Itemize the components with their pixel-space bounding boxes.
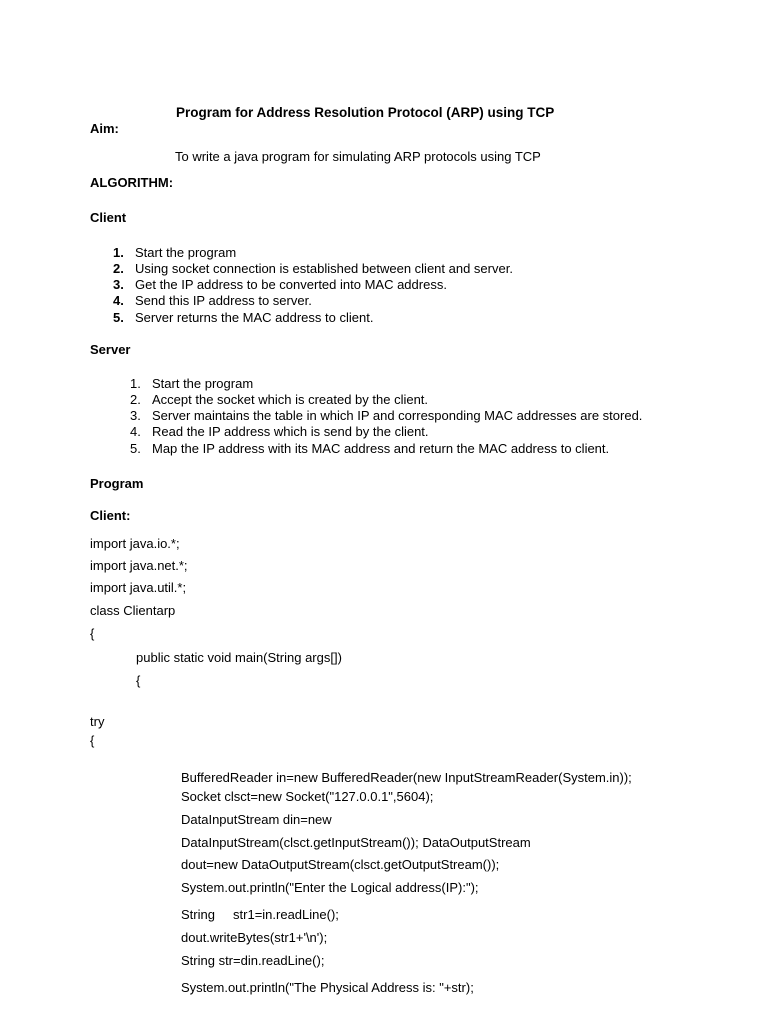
server-step: [130, 376, 253, 392]
step-number: 5.: [113, 310, 124, 325]
step-number: 5.: [130, 441, 141, 456]
step-text: Read the IP address which is send by the client.: [152, 424, 429, 439]
code-line: DataInputStream(clsct.getInputStream()); DataOutputStream: [181, 835, 531, 850]
step-text: Start the program: [152, 376, 254, 391]
step-number: 3.: [113, 277, 124, 292]
step-number: 2.: [130, 392, 141, 407]
code-line: import java.util.*;: [90, 580, 187, 595]
step-text: Accept the socket which is created by the client.: [152, 392, 429, 407]
code-line: Socket clsct=new Socket("127.0.0.1",5604);: [181, 789, 434, 804]
client-step: [113, 261, 513, 277]
step-text: Map the IP address with its MAC address and return the MAC address to client.: [152, 441, 610, 456]
code-line: {: [90, 626, 95, 641]
step-number: 1.: [130, 376, 141, 391]
document-title: Program for Address Resolution Protocol (ARP) using TCP: [176, 105, 555, 120]
code-line: String str=din.readLine();: [181, 953, 325, 968]
step-number: 1.: [113, 245, 124, 260]
step-text: Server returns the MAC address to client.: [135, 310, 374, 325]
step-text: Server maintains the table in which IP and corresponding MAC addresses are stored.: [152, 408, 643, 423]
algorithm-label: ALGORITHM:: [90, 175, 174, 190]
code-line: BufferedReader in=new BufferedReader(new InputStreamReader(System.in));: [181, 770, 632, 785]
server-step: [130, 408, 642, 424]
code-line: {: [136, 673, 141, 688]
client-step: [113, 293, 312, 309]
step-text: Using socket connection is established between client and server.: [135, 261, 513, 276]
client-step: [113, 245, 236, 261]
code-line: dout.writeBytes(str1+'\n');: [181, 930, 328, 945]
step-text: Get the IP address to be converted into MAC address.: [135, 277, 447, 292]
step-number: 3.: [130, 408, 141, 423]
server-step: [130, 441, 609, 457]
step-number: 4.: [113, 293, 124, 308]
aim-label: Aim:: [90, 121, 119, 136]
code-line: {: [90, 733, 95, 748]
aim-text: To write a java program for simulating ARP protocols using TCP: [175, 149, 541, 164]
step-number: 2.: [113, 261, 124, 276]
code-line: import java.io.*;: [90, 536, 180, 551]
server-step: [130, 392, 428, 408]
code-line: String str1=in.readLine();: [181, 907, 339, 922]
step-text: Start the program: [135, 245, 237, 260]
server-step: [130, 424, 429, 440]
code-line: dout=new DataOutputStream(clsct.getOutputStream());: [181, 857, 500, 872]
code-line: try: [90, 714, 105, 729]
client-step: [113, 277, 447, 293]
client-step: [113, 310, 373, 326]
step-number: 4.: [130, 424, 141, 439]
code-line: DataInputStream din=new: [181, 812, 332, 827]
step-text: Send this IP address to server.: [135, 293, 312, 308]
code-line: System.out.println("The Physical Address is: "+str);: [181, 980, 474, 995]
code-line: import java.net.*;: [90, 558, 188, 573]
code-line: class Clientarp: [90, 603, 176, 618]
program-heading: Program: [90, 476, 144, 491]
code-line: System.out.println("Enter the Logical address(IP):");: [181, 880, 479, 895]
code-line: public static void main(String args[]): [136, 650, 342, 665]
server-heading: Server: [90, 342, 131, 357]
client-heading: Client: [90, 210, 127, 225]
client-code-heading: Client:: [90, 508, 131, 523]
